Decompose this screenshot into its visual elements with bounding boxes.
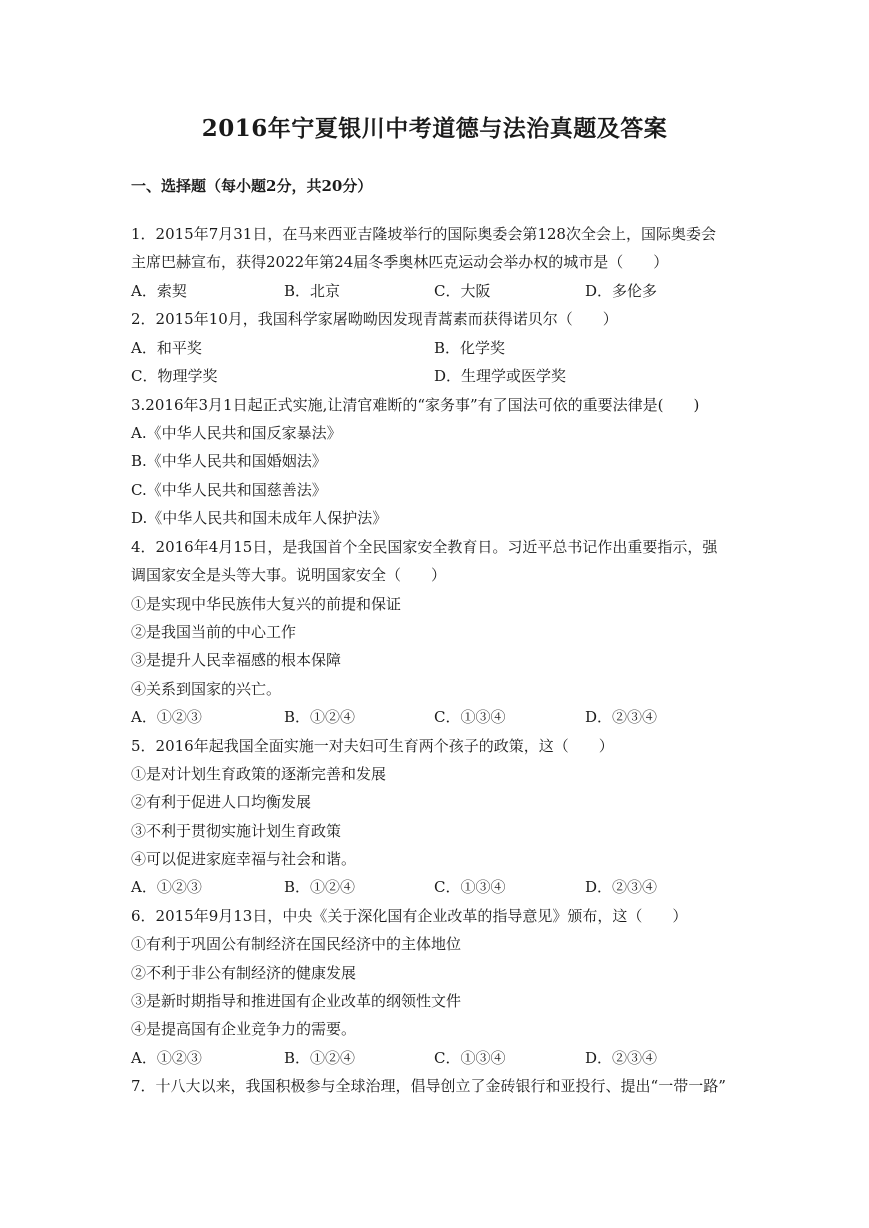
option-b: B．化学奖: [434, 339, 506, 357]
question-2-options-row-1: [131, 338, 751, 358]
option-c: C．①③④: [434, 878, 506, 896]
option-b: B．①②④: [284, 878, 356, 896]
question-5-statement-2: ②有利于促进人口均衡发展: [131, 793, 312, 811]
question-4-line-1: 4．2016年4月15日，是我国首个全民国家安全教育日。习近平总书记作出重要指示，强: [131, 538, 718, 556]
document-title: 2016年宁夏银川中考道德与法治真题及答案: [201, 115, 668, 142]
option-c: C．物理学奖: [131, 367, 218, 385]
question-6-statement-4: ④是提高国有企业竞争力的需要。: [131, 1020, 357, 1038]
section-heading: 一、选择题（每小题2分，共20分）: [131, 177, 373, 195]
question-6-statement-3: ③是新时期指导和推进国有企业改革的纲领性文件: [131, 992, 462, 1010]
option-a: A．①②③: [131, 878, 202, 896]
question-5-statement-1: ①是对计划生育政策的逐渐完善和发展: [131, 765, 387, 783]
question-4-statement-3: ③是提升人民幸福感的根本保障: [131, 651, 342, 669]
question-1-line-1: 1．2015年7月31日，在马来西亚吉隆坡举行的国际奥委会第128次全会上，国际奥委会: [131, 225, 716, 243]
option-d: D．生理学或医学奖: [434, 367, 567, 385]
question-5-statement-4: ④可以促进家庭幸福与社会和谐。: [131, 850, 357, 868]
question-3-option-a: A.《中华人民共和国反家暴法》: [131, 424, 342, 442]
option-d: D．②③④: [585, 708, 658, 726]
option-c: C．大阪: [434, 282, 491, 300]
option-a: A．索契: [131, 282, 187, 300]
option-d: D．②③④: [585, 1049, 658, 1067]
question-6-options: [131, 1048, 751, 1068]
question-4-statement-2: ②是我国当前的中心工作: [131, 623, 297, 641]
option-b: B．①②④: [284, 708, 356, 726]
question-3-option-b: B.《中华人民共和国婚姻法》: [131, 452, 327, 470]
option-b: B．北京: [284, 282, 341, 300]
option-d: D．多伦多: [585, 282, 658, 300]
option-a: A．①②③: [131, 1049, 202, 1067]
question-3-line-1: 3.2016年3月1日起正式实施,让清官难断的“家务事”有了国法可依的重要法律是( ): [131, 396, 700, 414]
question-2-line-1: 2．2015年10月，我国科学家屠呦呦因发现青蒿素而获得诺贝尔（ ）: [131, 310, 618, 328]
option-a: A．①②③: [131, 708, 202, 726]
option-d: D．②③④: [585, 878, 658, 896]
option-c: C．①③④: [434, 708, 506, 726]
question-7-line-1: 7．十八大以来，我国积极参与全球治理，倡导创立了金砖银行和亚投行、提出“一带一路”: [131, 1077, 726, 1095]
question-5-statement-3: ③不利于贯彻实施计划生育政策: [131, 822, 342, 840]
question-4-line-2: 调国家安全是头等大事。说明国家安全（ ）: [131, 566, 447, 584]
question-4-options: [131, 707, 751, 727]
question-6-line-1: 6．2015年9月13日，中央《关于深化国有企业改革的指导意见》颁布，这（ ）: [131, 907, 688, 925]
question-5-line-1: 5．2016年起我国全面实施一对夫妇可生育两个孩子的政策，这（ ）: [131, 737, 614, 755]
question-6-statement-2: ②不利于非公有制经济的健康发展: [131, 964, 357, 982]
option-b: B．①②④: [284, 1049, 356, 1067]
question-2-options-row-2: [131, 366, 751, 386]
question-4-statement-1: ①是实现中华民族伟大复兴的前提和保证: [131, 595, 402, 613]
question-5-options: [131, 877, 751, 897]
question-1-options: [131, 281, 751, 301]
question-3-option-c: C.《中华人民共和国慈善法》: [131, 481, 327, 499]
question-6-statement-1: ①有利于巩固公有制经济在国民经济中的主体地位: [131, 935, 462, 953]
option-a: A．和平奖: [131, 339, 202, 357]
question-1-line-2: 主席巴赫宣布，获得2022年第24届冬季奥林匹克运动会举办权的城市是（ ）: [131, 253, 669, 271]
option-c: C．①③④: [434, 1049, 506, 1067]
question-4-statement-4: ④关系到国家的兴亡。: [131, 680, 282, 698]
question-3-option-d: D.《中华人民共和国未成年人保护法》: [131, 509, 388, 527]
